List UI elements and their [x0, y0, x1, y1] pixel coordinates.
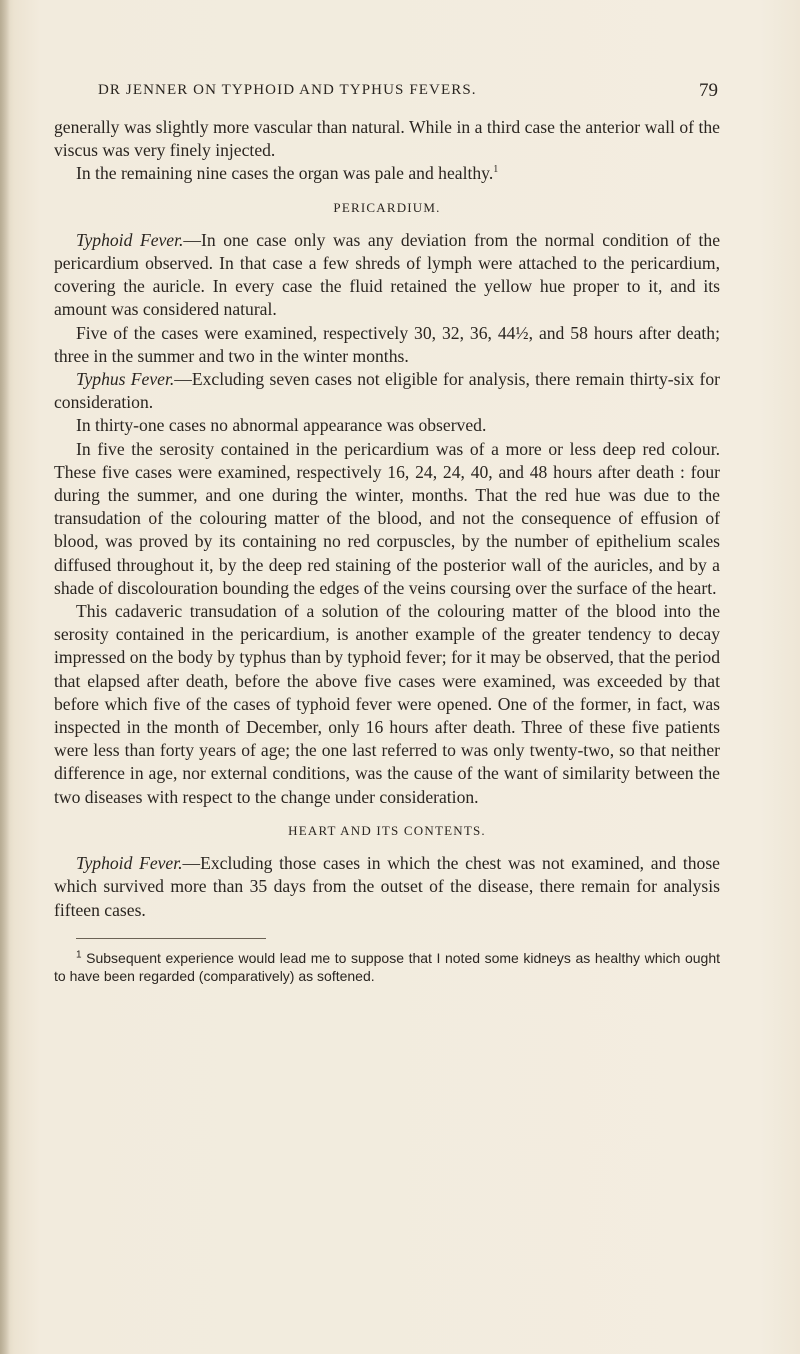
footnote-text: Subsequent experience would lead me to suppose that I noted some kidneys as healthy which ought to have been regarded (comparatively) as softened.: [54, 949, 720, 984]
page-header: [98, 82, 718, 106]
body-text: [54, 116, 720, 985]
paragraph: [54, 322, 720, 368]
paragraph-text: In five the serosity contained in the pericardium was of a more or less deep red colour. These five cases were examined, respectively 16, 24, 24, 40, and 48 hours after death : four during the summer, and one during the winter, months. That the red hue was due to the transudation of the colouring matter of the blood, and not the consequence of effusion of blood, was proved by its containing no red corpuscles, by the number of epithelium scales diffused throughout it, by the deep red staining of the posterior wall of the auricles, and by a shade of discolouration bounding the edges of the veins coursing over the surface of the heart.: [54, 438, 720, 598]
paragraph: [54, 368, 720, 414]
paragraph-text: generally was slightly more vascular than natural. While in a third case the anterior wall of the viscus was very finely injected.: [54, 117, 720, 161]
footnote-rule: [76, 938, 266, 939]
paragraph-text: —Excluding seven cases not eligible for analysis, there remain thirty-six for consideration.: [54, 369, 720, 413]
paragraph: [54, 852, 720, 922]
paragraph: [54, 438, 720, 600]
paragraph-text: This cadaveric transudation of a solution of the colouring matter of the blood into the serosity contained in the pericardium, is another example of the greater tendency to decay impressed on the body by typhus than by typhoid fever; for it may be observed, that the period that elapsed after death, before the above five cases were examined, was exceeded by that before which five of the cases of typhoid fever were opened. One of the former, in fact, was inspected in the month of December, only 16 hours after death. Three of these five patients were less than forty years of age; the one last referred to was only twenty-two, so that neither difference in age, nor external conditions, was the cause of the want of similarity between the two diseases with respect to the change under consideration.: [54, 601, 720, 807]
running-head: DR JENNER ON TYPHOID AND TYPHUS FEVERS.: [98, 82, 477, 98]
page-number: 79: [699, 80, 718, 101]
paragraph-text: Five of the cases were examined, respectively 30, 32, 36, 44½, and 58 hours after death; three in the summer and two in the winter months.: [54, 322, 720, 366]
section-heading-heart: HEART AND ITS CONTENTS.: [288, 822, 486, 838]
gutter-shadow: [0, 0, 10, 1354]
paragraph-text: In thirty-one cases no abnormal appearance was observed.: [76, 415, 487, 436]
subheading-label: Typhus Fever.: [76, 369, 175, 390]
footnote-ref: 1: [493, 164, 499, 176]
paragraph: [54, 116, 720, 162]
footnote-marker: 1: [76, 949, 82, 961]
paragraph: [54, 414, 720, 437]
section-heading-pericardium: PERICARDIUM.: [333, 199, 441, 215]
footnote: [54, 949, 720, 985]
subheading-label: Typhoid Fever.: [76, 853, 183, 874]
paragraph-text: —Excluding those cases in which the chest was not examined, and those which survived more than 35 days from the outset of the disease, there remain for analysis fifteen cases.: [54, 853, 720, 920]
paragraph: [54, 229, 720, 322]
paragraph-text: In the remaining nine cases the organ was pale and healthy.: [76, 163, 494, 184]
subheading-label: Typhoid Fever.: [76, 229, 184, 250]
paragraph-text: —In one case only was any deviation from the normal condition of the pericardium observed. In that case a few shreds of lymph were attached to the pericardium, covering the auricle. In every case the fluid retained the yellow hue proper to it, and its amount was considered natural.: [54, 229, 720, 320]
paragraph: [54, 162, 720, 185]
paragraph: [54, 600, 720, 809]
